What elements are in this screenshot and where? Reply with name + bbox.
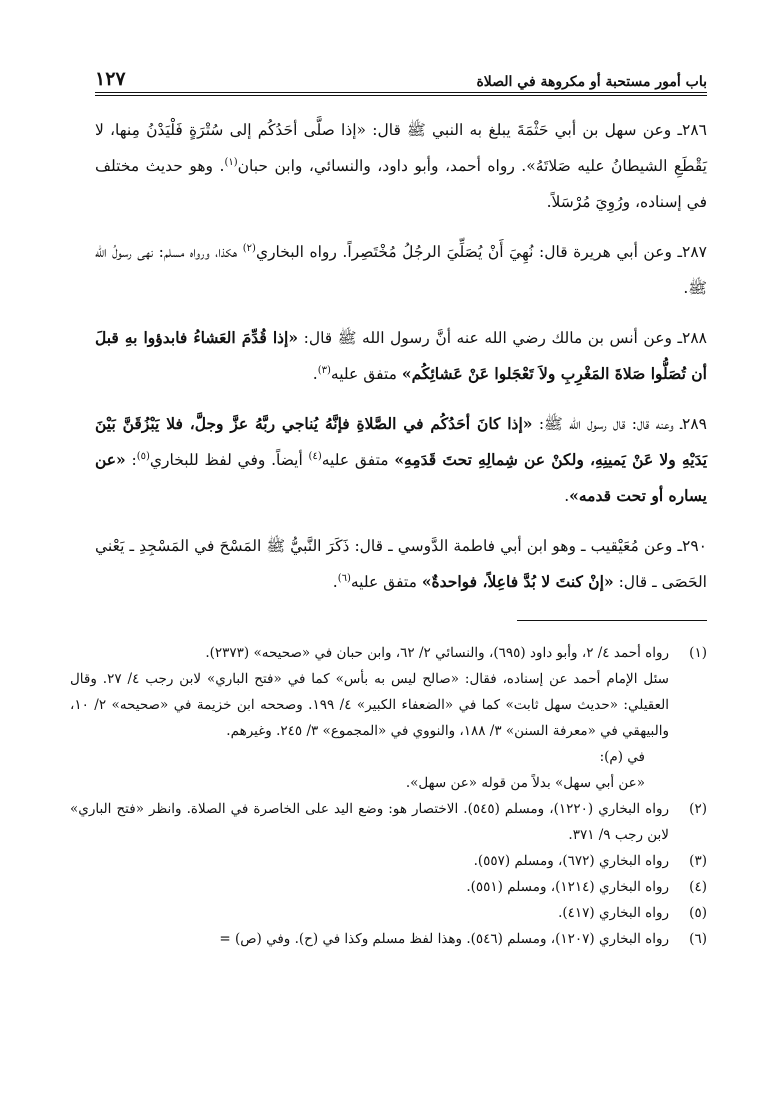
hadith-text: ـ وعن مُعَيْقيب ـ وهو ابن أبي فاطمة الدَّوسي ـ قال: ذَكَرَ النَّبيُّ ﷺ المَسْحَ في المَسْجِدِ ـ يَعْني الحَصَى ـ قال: (95, 537, 707, 591)
main-text (95, 112, 707, 614)
footnote-5 (70, 900, 707, 926)
footnote-4 (70, 874, 707, 900)
prophetic-quote: «عن يساره أو تحت قدمه» (95, 450, 707, 505)
footnote-2 (70, 796, 707, 848)
prophetic-quote: «إذا قُدِّمَ العَشاءُ فابدؤوا بهِ قبلَ أن تُصَلُّوا صَلاةَ المَغْرِبِ ولاَ تَعْجَلوا عَنْ عَشائِكُم» (95, 328, 707, 383)
hadith-text: : (125, 451, 137, 469)
page-number: ١٢٧ (95, 68, 126, 90)
footnote-divider (517, 620, 707, 621)
hadith-text: متفق عليه (330, 365, 402, 383)
hadith-number: ٢٨٩ (682, 415, 707, 433)
footnote-text: رواه البخاري (١٢١٤)، ومسلم (٥٥١). (466, 879, 669, 895)
hadith-text: ـ وعن سهل بن أبي حَثْمَةَ يبلغ به النبي ﷺ قال: «إذا صلَّى أحَدُكُم إلى سُتْرَةٍ فَلْيَدْنُ مِنها، لا يَقْطَعِ الشيطانُ عليه صَلاتَهُ». رواه أحمد، وأبو داود، والنسائي، وابن حبان (95, 121, 707, 175)
footnote-number: (٦) (689, 931, 707, 947)
chapter-title: باب أمور مستحبة أو مكروهة في الصلاة (476, 74, 707, 90)
footnote-ref[interactable]: (٦) (337, 572, 351, 584)
footnote-continuation: «عن أبي سهل» بدلاً من قوله «عن سهل». (405, 775, 645, 791)
prophetic-quote: «إذا كانَ أحَدُكُم في الصَّلاةِ فإنَّهُ يُناجي ربَّهُ عزَّ وجلَّ، فلا يَبْزُقَنَّ بَيْنَ يَدَيْهِ ولا عَنْ يَمينِهِ، ولكنْ عن شِمالِهِ تحتَ قَدَمِهِ» (95, 414, 708, 469)
footnote-ref[interactable]: (١) (224, 156, 238, 168)
footnote-ref[interactable]: (٢) (242, 242, 256, 254)
hadith-text: ـ وعنه قال: قال رسول الله ﷺ: (532, 415, 683, 433)
footnote-text: رواه أحمد ٤/ ٢، وأبو داود (٦٩٥)، والنسائي ٢/ ٦٢، وابن حبان في «صحيحه» (٢٣٧٣). (205, 645, 669, 661)
hadith-number: ٢٨٧ (682, 243, 707, 261)
hadith-text: . (312, 365, 318, 383)
hadith-text: ـ وعن أبي هريرة قال: نُهِيَ أَنْ يُصَلِّيَ الرجُلُ مُخْتَصِراً. رواه البخاري (255, 243, 683, 261)
footnote-text: رواه البخاري (١٢٠٧)، ومسلم (٥٤٦). وهذا لفظ مسلم وكذا في (ح). وفي (ص) = (219, 931, 669, 947)
hadith-text: هكذا، ورواه مسلم: نهى رسولُ الله ﷺ. (95, 243, 707, 297)
footnote-3 (70, 848, 707, 874)
hadith-text: . (332, 573, 338, 591)
footnote-number: (٥) (689, 905, 707, 921)
footnote-number: (١) (689, 645, 707, 661)
footnote-text: رواه البخاري (٦٧٢)، ومسلم (٥٥٧). (473, 853, 669, 869)
running-header (95, 60, 707, 90)
footnote-ref[interactable]: (٣) (317, 364, 331, 376)
footnote-number: (٤) (689, 879, 707, 895)
hadith-text: . (564, 487, 570, 505)
footnote-text: رواه البخاري (١٢٢٠)، ومسلم (٥٤٥). الاختصار هو: وضع اليد على الخاصرة في الصلاة. وانظر «فتح الباري» لابن رجب ٩/ ٣٧١. (70, 801, 669, 843)
hadith-text: . وهو حديث مختلف في إسناده، ورُوِيَ مُرْسَلاً. (95, 157, 707, 211)
footnote-number: (٢) (689, 801, 707, 817)
header-divider (95, 92, 707, 96)
footnote-continuation: سئل الإمام أحمد عن إسناده، فقال: «صالح ليس به بأس» كما في «فتح الباري» لابن رجب ٤/ ٢٧. وقال العقيلي: «حديث سهل ثابت» كما في «الضعفاء الكبير» ٤/ ١٩٩. وصححه ابن خزيمة في «صحيحه» ٢/ ١٠، والبيهقي في «معرفة السنن» ٣/ ١٨٨، والنووي في «المجموع» ٣/ ٢٤٥. وغيرهم. (70, 671, 669, 739)
prophetic-quote: «إنْ كنتَ لا بُدَّ فاعِلاً، فواحدةٌ» (421, 572, 614, 591)
hadith-text: أيضاً. وفي لفظ للبخاري (149, 451, 309, 469)
footnote-ref[interactable]: (٤) (308, 450, 322, 462)
hadith-number: ٢٨٦ (682, 121, 707, 139)
hadith-text: متفق عليه (350, 573, 422, 591)
hadith-text: متفق عليه (321, 451, 395, 469)
hadith-287 (95, 234, 707, 306)
hadith-288 (95, 320, 707, 392)
footnote-text: رواه البخاري (٤١٧). (558, 905, 669, 921)
footnote-number: (٣) (689, 853, 707, 869)
footnote-6 (70, 926, 707, 952)
hadith-text: ـ وعن أنس بن مالك رضي الله عنه أنَّ رسول الله ﷺ قال: (298, 329, 683, 347)
footnote-1 (70, 640, 707, 666)
footnote-ref[interactable]: (٥) (136, 450, 150, 462)
hadith-290 (95, 528, 707, 600)
hadith-number: ٢٩٠ (682, 537, 707, 555)
hadith-289 (95, 406, 707, 514)
hadith-number: ٢٨٨ (682, 329, 707, 347)
hadith-286 (95, 112, 707, 220)
footnotes (70, 640, 707, 952)
footnote-continuation: في (م): (599, 749, 645, 765)
